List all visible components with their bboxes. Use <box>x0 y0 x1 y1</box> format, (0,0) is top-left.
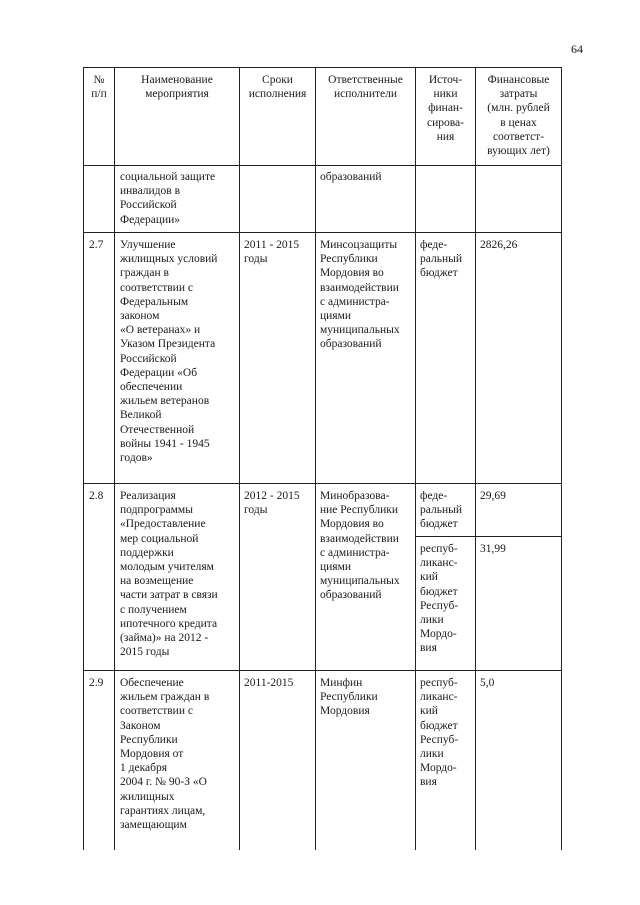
row-terms: 2011 - 2015 годы <box>244 239 300 266</box>
header-costs: Финансовые затраты (млн. рублей в ценах соответст- вующих лет) <box>487 74 550 158</box>
row-source: респуб- ликанс- кий бюджет Респуб- лики Мордо- вия <box>420 543 459 655</box>
row-source: респуб- ликанс- кий бюджет Респуб- лики Мордо- вия <box>420 677 459 789</box>
row-divider <box>83 483 562 484</box>
row-source: феде- ральный бюджет <box>420 490 462 531</box>
row-cost: 29,69 <box>480 490 506 502</box>
row-cost: 31,99 <box>480 543 506 555</box>
row-terms: 2011-2015 <box>244 677 294 689</box>
col-border <box>315 67 316 850</box>
col-border <box>239 67 240 850</box>
row-terms: 2012 - 2015 годы <box>244 490 300 517</box>
row-name: Улучшение жилищных условий граждан в соответствии с Федеральным законом «О ветеранах» и Указом Президента Российской Федерации «Об обеспечении жильем ветеранов Великой Отечественной войны 1941 - 1945 годов» <box>120 239 218 465</box>
subrow-divider <box>415 536 562 537</box>
col-border <box>561 67 562 850</box>
header-num: № п/п <box>91 74 107 101</box>
row-cost: 2826,26 <box>480 239 518 251</box>
col-border <box>114 67 115 850</box>
row-name: Обеспечение жильем граждан в соответствии с Законом Республики Мордовия от 1 декабря 2004 г. № 90-З «О жилищных гарантиях лицам, замещающим <box>120 677 210 832</box>
header-terms: Сроки исполнения <box>248 74 307 101</box>
row-responsible: образований <box>320 171 382 183</box>
header-sources: Источ- ники финан- сирова- ния <box>427 74 464 143</box>
row-name: Реализация подпрограммы «Предоставление мер социальной поддержки молодым учителям на возмещение части затрат в связи с получением ипотечного кредита (займа)» на 2012 - 2015 годы <box>120 490 218 659</box>
page-number: 64 <box>571 42 583 56</box>
header-name: Наименование мероприятия <box>141 74 213 101</box>
col-border <box>415 67 416 850</box>
row-divider <box>83 670 562 671</box>
header-responsible: Ответственные исполнители <box>328 74 403 101</box>
row-num: 2.7 <box>89 239 104 251</box>
row-responsible: Минсоцзащиты Республики Мордовия во взаимодействии с администра- циями муниципальных образований <box>320 239 400 351</box>
row-num: 2.9 <box>89 677 104 689</box>
row-name: социальной защите инвалидов в Российской Федерации» <box>120 171 216 226</box>
row-responsible: Минфин Республики Мордовия <box>320 677 378 718</box>
table-border-top <box>83 67 562 68</box>
row-cost: 5,0 <box>480 677 495 689</box>
row-responsible: Минобразова- ние Республики Мордовия во взаимодействии с администра- циями муниципальных образований <box>320 490 400 602</box>
row-source: феде- ральный бюджет <box>420 239 462 280</box>
row-num: 2.8 <box>89 490 104 502</box>
header-divider <box>83 165 562 166</box>
col-border <box>83 67 84 850</box>
row-divider <box>83 232 562 233</box>
col-border <box>475 67 476 850</box>
